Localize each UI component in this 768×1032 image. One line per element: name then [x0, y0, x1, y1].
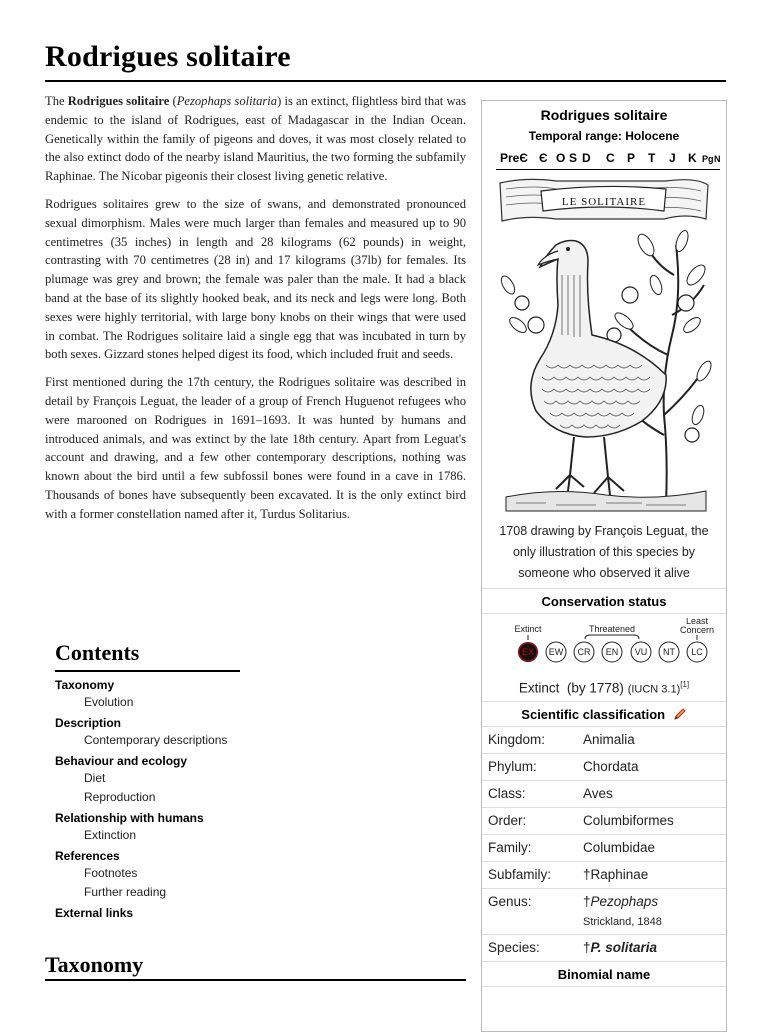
- binomial-name-heading: Binomial name: [557, 966, 651, 982]
- toc-group: [55, 906, 240, 921]
- intro-paren: (: [169, 94, 177, 108]
- citation-ref[interactable]: [1]: [680, 680, 690, 689]
- extinct-dagger: †: [583, 939, 591, 955]
- row-value[interactable]: Columbiformes: [583, 812, 674, 828]
- timeline-label[interactable]: S: [569, 151, 578, 165]
- toc-link-contemporary-descriptions[interactable]: Contemporary descriptions: [84, 733, 228, 747]
- toc-group: [55, 754, 240, 807]
- genus-authority[interactable]: Strickland, 1848: [583, 915, 662, 928]
- geologic-timeline: [496, 151, 720, 170]
- section-heading-taxonomy: Taxonomy: [45, 952, 144, 977]
- row-key: Class:: [488, 785, 526, 801]
- row-value: [583, 935, 726, 961]
- row-value[interactable]: Chordata: [583, 758, 639, 774]
- toc-link-further-reading[interactable]: Further reading: [84, 885, 167, 899]
- status-nt: NT: [663, 647, 675, 657]
- toc-divider: [55, 670, 240, 672]
- intro-text-rest: ) is an extinct, flightless bird that was endemic to the island of Rodrigues, east of Madagascar in the Indian Ocean. Genetically within the family of pigeons and doves, it was most closely related to the also extinct dodo of the nearby island Mauritius, the two forming the subfamily Raphinae. The Nicobar pigeonis their closest living genetic relative.: [45, 94, 467, 184]
- toc-link-relationship[interactable]: Relationship with humans: [55, 811, 204, 825]
- status-cr: CR: [577, 647, 591, 657]
- status-ex: EX: [521, 647, 535, 657]
- toc-link-diet[interactable]: Diet: [84, 771, 106, 785]
- row-key: Order:: [488, 812, 527, 828]
- scientific-name: Pezophaps solitaria: [176, 94, 278, 108]
- timeline-label[interactable]: PreЄ: [500, 151, 528, 165]
- toc-link-behaviour[interactable]: Behaviour and ecology: [55, 754, 188, 768]
- scale-label-threatened: Threatened: [588, 624, 636, 634]
- row-key: Genus:: [488, 893, 532, 909]
- taxon-row-genus: [482, 888, 726, 934]
- image-caption: 1708 drawing by François Leguat, the only illustration of this species by someone who observed it alive: [499, 524, 709, 580]
- description-paragraph: Rodrigues solitaires grew to the size of swans, and demonstrated pronounced sexual dimorphism. Males were much larger than females and measured up to 90 centimetres (35 inches) in length and 28 kilograms (62 pounds) in weight, contrasting with 70 centimetres (28 in) and 17 kilograms (37lb) for females. Its plumage was grey and brown; the female was paler than the male. It had a black band at the base of its slightly hooked beak, and its neck and legs were long. Both sexes were highly territorial, with large bony knobs on their wings that were used in combat. The Rodrigues solitaire laid a single egg that was incubated in turn by both sexes. Gizzard stones helped digest its food, which included fruit and seeds.: [45, 196, 466, 362]
- row-value[interactable]: Columbidae: [583, 839, 656, 855]
- taxon-row-family: [482, 834, 726, 861]
- taxon-row-order: [482, 807, 726, 834]
- taxon-row-class: [482, 780, 726, 807]
- classification-heading: [482, 702, 726, 726]
- row-value[interactable]: †Raphinae: [583, 866, 649, 882]
- status-ew: EW: [548, 647, 564, 657]
- conservation-status-text: [482, 680, 726, 696]
- toc-link-footnotes[interactable]: Footnotes: [84, 866, 138, 880]
- conservation-status-heading: Conservation status: [541, 594, 667, 609]
- species-name: P. solitaria: [590, 939, 658, 955]
- scale-label-concern: Concern: [679, 625, 714, 635]
- row-key: Subfamily:: [488, 866, 552, 882]
- status-year: (by 1778): [566, 680, 624, 696]
- history-paragraph: First mentioned during the 17th century, the Rodrigues solitaire was described in detail by François Leguat, the leader of a group of French Huguenot refugees who were marooned on Rodrigues in 1691–1693. It was hunted by humans and introduced animals, and was extinct by the late 18th century. Apart from Leguat's account and drawing, and a few other contemporary descriptions, nothing was known about the bird until a few subfossil bones were found in a cave in 1786. Thousands of bones have subsequently been excavated. It is the only extinct bird with a former constellation named after it, Turdus Solitarius.: [45, 375, 466, 521]
- toc-title: Contents: [55, 640, 140, 665]
- section-divider: [45, 979, 466, 981]
- toc-group: [55, 811, 240, 845]
- timeline-label[interactable]: D: [582, 151, 591, 165]
- article-body: [45, 92, 466, 533]
- timeline-label[interactable]: C: [606, 151, 615, 165]
- toc-link-external-links[interactable]: External links: [55, 906, 134, 920]
- taxon-row-subfamily: [482, 861, 726, 888]
- timeline-label[interactable]: K: [688, 151, 697, 165]
- classification-title: Scientific classification: [521, 706, 666, 722]
- intro-text-start: The: [45, 94, 68, 108]
- toc-group: [55, 716, 240, 750]
- conservation-status-scale[interactable]: [494, 618, 714, 676]
- status-en: EN: [605, 647, 619, 657]
- taxon-row-kingdom: [482, 726, 726, 753]
- status-lc: LC: [691, 647, 703, 657]
- timeline-label[interactable]: J: [669, 151, 676, 165]
- temporal-range: Temporal range: Holocene: [528, 129, 680, 143]
- toc-link-extinction[interactable]: Extinction: [84, 828, 137, 842]
- toc-link-taxonomy[interactable]: Taxonomy: [55, 678, 115, 692]
- timeline-label[interactable]: Pg: [702, 154, 714, 164]
- table-of-contents: [55, 640, 240, 925]
- row-key: Family:: [488, 839, 532, 855]
- page-title: Rodrigues solitaire: [45, 40, 291, 73]
- status-value[interactable]: Extinct: [518, 680, 560, 696]
- toc-group: [55, 678, 240, 712]
- row-value: [583, 889, 726, 934]
- scale-label-extinct: Extinct: [514, 624, 542, 634]
- pencil-icon[interactable]: [673, 707, 687, 721]
- timeline-label[interactable]: O: [556, 151, 566, 165]
- timeline-label[interactable]: N: [714, 154, 721, 164]
- intro-paragraph: [45, 92, 466, 186]
- title-divider: [45, 80, 726, 82]
- timeline-label[interactable]: T: [648, 151, 656, 165]
- row-key: Phylum:: [488, 758, 537, 774]
- row-key: Kingdom:: [488, 731, 546, 747]
- toc-link-evolution[interactable]: Evolution: [84, 695, 134, 709]
- banner-text: LE SOLITAIRE: [561, 196, 647, 208]
- toc-link-description[interactable]: Description: [55, 716, 122, 730]
- leguat-drawing-image[interactable]: [496, 175, 712, 517]
- extinct-dagger: †: [583, 893, 591, 909]
- row-value[interactable]: Aves: [583, 785, 613, 801]
- subject-name: Rodrigues solitaire: [67, 94, 170, 108]
- toc-link-references[interactable]: References: [55, 849, 120, 863]
- status-vu: VU: [634, 647, 648, 657]
- toc-group: [55, 849, 240, 902]
- timeline-label[interactable]: Є: [539, 151, 548, 165]
- toc-link-reproduction[interactable]: Reproduction: [84, 790, 156, 804]
- iucn-version[interactable]: (IUCN 3.1): [627, 683, 681, 696]
- timeline-label[interactable]: P: [627, 151, 636, 165]
- divider: [482, 613, 726, 614]
- genus-name[interactable]: Pezophaps: [590, 893, 659, 909]
- taxon-row-phylum: [482, 753, 726, 780]
- infobox: [481, 100, 727, 1032]
- infobox-title: Rodrigues solitaire: [540, 107, 668, 123]
- scale-label-least: Least: [685, 618, 709, 626]
- row-value[interactable]: Animalia: [583, 731, 635, 747]
- divider: [482, 986, 726, 987]
- row-key: Species:: [488, 939, 540, 955]
- taxon-row-species: [482, 934, 726, 961]
